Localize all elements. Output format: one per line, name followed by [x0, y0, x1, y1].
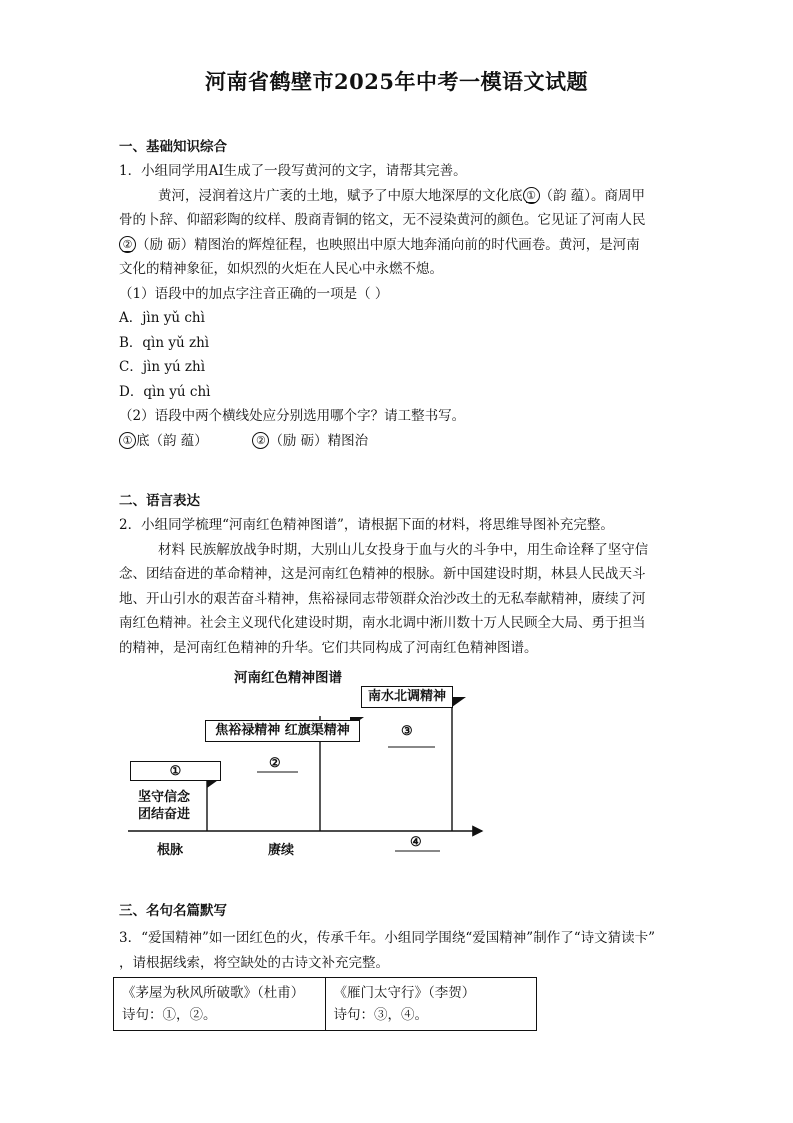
poem-title-1: 《茅屋为秋风所破歌》（杜甫） — [122, 985, 305, 1001]
question-1-stem: 1．小组同学用AI生成了一段写黄河的文字，请帮其完善。 — [119, 163, 467, 179]
section-heading-3: 三、名句名篇默写 — [119, 903, 227, 919]
axis-label-continue: 赓续 — [268, 843, 295, 858]
question-3-stem-line-2: ，请根据线索，将空缺处的古诗文补充完整。 — [119, 955, 389, 971]
material-line-3: 地、开山引水的艰苦奋斗精神，焦裕禄同志带领群众治沙改土的无私奉献精神，赓续了河 — [119, 591, 646, 607]
passage-text: 黄河，浸润着这片广袤的土地，赋予了中原大地深厚的文化底 — [158, 188, 523, 204]
poem-title-2: 《雁门太守行》（李贺） — [333, 985, 476, 1001]
diagram-side-text-2: 团结奋进 — [138, 807, 191, 822]
answer-1: 底（韵 蕴） — [136, 433, 208, 449]
option-d: D．qìn yú chì — [119, 384, 211, 400]
material-line-4: 南红色精神。社会主义现代化建设时期，南水北调中淅川数十万人民顾全大局、勇于担当 — [119, 615, 646, 631]
diagram-blank-4: ④ — [410, 835, 422, 850]
option-a: A．jìn yǔ chì — [119, 310, 205, 326]
answer-marker-1: ① — [119, 432, 136, 449]
blank-marker-1: ① — [523, 187, 540, 204]
passage-line-1 — [158, 184, 645, 208]
diagram-box-3: 南水北调精神 — [361, 686, 453, 708]
table-row — [114, 978, 537, 1031]
page-title: 河南省鹤壁市2025年中考一模语文试题 — [205, 69, 588, 94]
passage-text: （励 砺）精图治的辉煌征程，也映照出中原大地奔涌向前的时代画卷。黄河，是河南 — [136, 237, 640, 253]
poem-line-1: 诗句：①，②。 — [122, 1007, 217, 1023]
diagram-box-2: 焦裕禄精神 红旗渠精神 — [205, 720, 360, 742]
poem-cell-1 — [114, 978, 326, 1031]
diagram-blank-3: ③ — [401, 724, 413, 739]
poem-line-2: 诗句：③，④。 — [333, 1007, 428, 1023]
answer-marker-2: ② — [252, 432, 269, 449]
material-line-1: 材料 民族解放战争时期，大别山儿女投身于血与火的斗争中，用生命诠释了坚守信 — [158, 542, 649, 558]
passage-text: （韵 蕴）。商周甲 — [539, 188, 646, 204]
diagram-title: 河南红色精神图谱 — [234, 670, 342, 686]
sub-question-1: （1）语段中的加点字注音正确的一项是（ ） — [119, 286, 389, 302]
option-b: B．qìn yǔ zhì — [119, 335, 210, 351]
question-2-stem: 2．小组同学梳理“河南红色精神图谱”，请根据下面的材料，将思维导图补充完整。 — [119, 517, 614, 533]
answer-2: （励 砺）精图治 — [269, 433, 369, 449]
question-3-stem-line-1: 3．“爱国精神”如一团红色的火，传承千年。小组同学围绕“爱国精神”制作了“诗文猜读卡” — [119, 930, 655, 946]
passage-line-2: 骨的卜辞、仰韶彩陶的纹样、殷商青铜的铭文，无不浸染黄河的颜色。它见证了河南人民 — [119, 212, 646, 228]
passage-line-3 — [119, 233, 640, 257]
material-line-2: 念、团结奋进的革命精神，这是河南红色精神的根脉。新中国建设时期，林县人民战天斗 — [119, 566, 646, 582]
section-heading-2: 二、语言表达 — [119, 493, 200, 509]
diagram-box-1: ① — [130, 761, 221, 781]
axis-label-root: 根脉 — [157, 843, 184, 858]
mind-map-diagram — [110, 660, 500, 860]
poem-table — [113, 977, 537, 1031]
flag-3 — [452, 697, 466, 707]
passage-line-4: 文化的精神象征，如炽烈的火炬在人民心中永燃不熄。 — [119, 261, 443, 277]
diagram-side-text-1: 坚守信念 — [138, 790, 191, 805]
poem-cell-2 — [325, 978, 537, 1031]
material-line-5: 的精神，是河南红色精神的升华。它们共同构成了河南红色精神图谱。 — [119, 640, 538, 656]
blank-marker-2: ② — [119, 236, 136, 253]
sub-question-2: （2）语段中两个横线处应分别选用哪个字？请工整书写。 — [119, 408, 466, 424]
section-heading-1: 一、基础知识综合 — [119, 139, 227, 155]
option-c: C．jìn yú zhì — [119, 359, 206, 375]
diagram-blank-2: ② — [269, 756, 281, 771]
answer-line — [119, 429, 368, 453]
